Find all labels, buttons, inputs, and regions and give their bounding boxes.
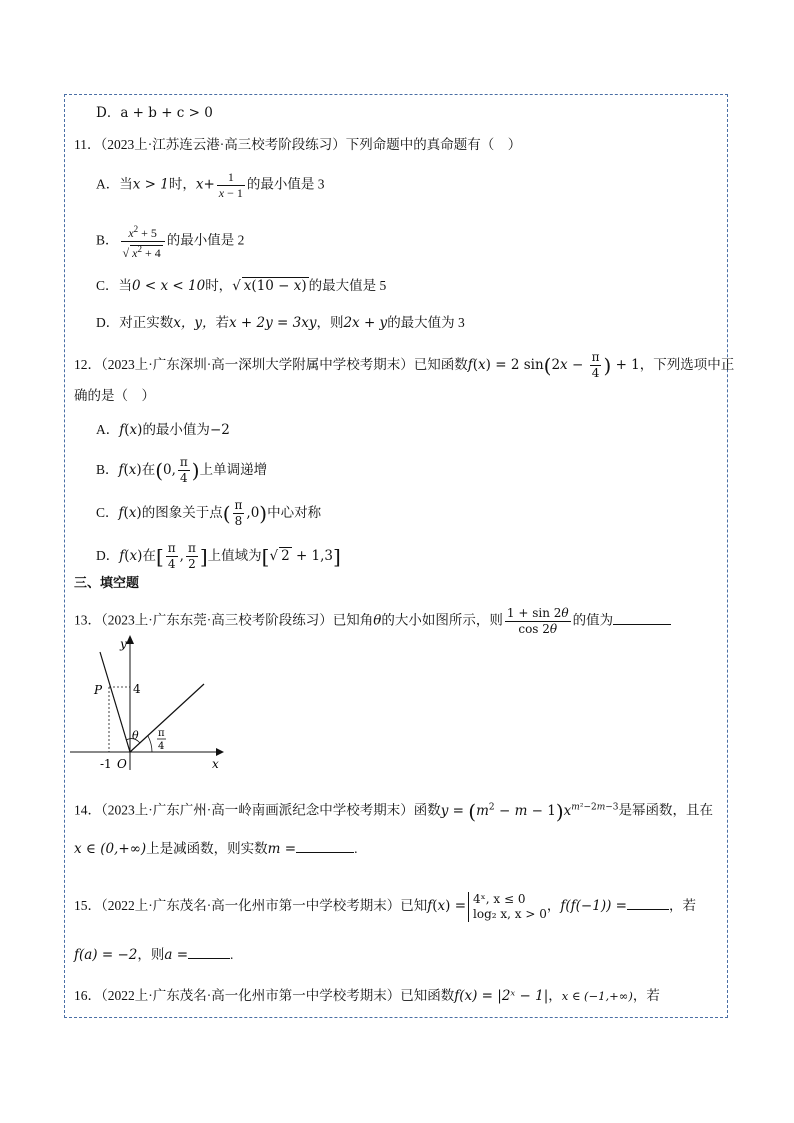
x-axis-arrow bbox=[216, 748, 224, 756]
ray-pi-over-4 bbox=[130, 684, 204, 752]
fraction: $\frac{x^2 + 5}{√ x^2 + 4}$ bbox=[121, 222, 165, 261]
q11-option-a: A．当x > 1时，x+ $\frac{1}{x - 1}$ 的最小值是 3 bbox=[96, 170, 325, 200]
q14-stem: 14．（2023上·广东广州·高一岭南画派纪念中学校考期末）函数$y = (m^2 - m - 1)x^{m^2-2m-3}$是幂函数，且在 bbox=[74, 799, 714, 823]
q15-source: （2022上·广东茂名·高一化州市第一中学校考期末） bbox=[101, 898, 401, 914]
q10-option-d: D．a + b + c > 0 bbox=[96, 105, 213, 121]
q11-option-d: D．对正实数x，y，若x + 2y = 3xy，则2x + y的最大值为 3 bbox=[96, 315, 465, 331]
interval: (0, $\frac{\pi}{4}$ ) bbox=[155, 455, 200, 485]
fraction: $\frac{1}{x - 1}$ bbox=[218, 170, 243, 200]
q12-option-a: A．f(x)的最小值为−2 bbox=[96, 422, 230, 438]
sqrt-expression: √ x(10 − x) bbox=[232, 278, 307, 294]
four-label: 4 bbox=[133, 682, 141, 696]
y-axis-arrow bbox=[126, 635, 134, 644]
piecewise-function: 4ˣ, x ≤ 0 log₂ x, x > 0 bbox=[468, 892, 547, 922]
point: ( $\frac{\pi}{8}$ ,0) bbox=[222, 498, 268, 528]
q11-source: （2023上·江苏连云港·高三校考阶段练习） bbox=[100, 137, 346, 152]
q14-line2: x ∈ (0,+∞)上是减函数，则实数m = . bbox=[74, 838, 357, 859]
fraction: $\frac{1 + \sin 2\theta}{\cos 2\theta}$ bbox=[506, 606, 569, 636]
q11-stem: 11．（2023上·江苏连云港·高三校考阶段练习）下列命题中的真命题有（ ） bbox=[74, 137, 522, 152]
angle-figure bbox=[68, 632, 228, 772]
y-label: y bbox=[120, 637, 127, 651]
q16-source: （2022上·广东茂名·高一化州市第一中学校考期末） bbox=[101, 988, 401, 1003]
pi-denominator-label: 4 bbox=[158, 741, 165, 752]
x-label: x bbox=[212, 757, 219, 771]
q12-source: （2023上·广东深圳·高一深圳大学附属中学校考期末） bbox=[101, 357, 414, 372]
theta-label: θ bbox=[132, 729, 139, 742]
section-title: 三、填空题 bbox=[74, 576, 140, 591]
point-p-label: P bbox=[94, 683, 103, 697]
q16-stem: 16．（2022上·广东茂名·高一化州市第一中学校考期末）已知函数f(x) = |2ˣ − 1|，x ∈ (−1,+∞)，若 bbox=[74, 988, 660, 1004]
q15-line2: f(a) = −2，则a = . bbox=[74, 944, 233, 965]
q13-source: （2023上·广东东莞·高三校考阶段练习） bbox=[101, 612, 333, 628]
q12-option-c: C．f(x)的图象关于点( $\frac{\pi}{8}$ ,0)中心对称 bbox=[96, 498, 322, 528]
q13-stem: 13．（2023上·广东东莞·高三校考阶段练习）已知角θ的大小如图所示，则 $\frac{1 + \sin 2\theta}{\cos 2\theta}$ 的值为 bbox=[74, 606, 671, 637]
q12-option-b: B．f(x)在(0, $\frac{\pi}{4}$ )上单调递增 bbox=[96, 455, 268, 485]
ray-op bbox=[100, 652, 130, 752]
minus-one-label: -1 bbox=[100, 757, 112, 771]
answer-blank bbox=[627, 895, 669, 910]
q12-stem-line2: 确的是（ ） bbox=[74, 388, 155, 403]
pi4-arc bbox=[148, 736, 152, 752]
interval: [ $\frac{\pi}{4}$ , $\frac{\pi}{2}$ ] bbox=[155, 541, 208, 571]
q15-stem: 15．（2022上·广东茂名·高一化州市第一中学校考期末）已知f(x) = 4ˣ, x ≤ 0 log₂ x, x > 0 ，f(f(−1)) = ，若 bbox=[74, 892, 696, 921]
origin-label: O bbox=[117, 757, 127, 771]
answer-blank bbox=[188, 944, 230, 959]
answer-blank bbox=[613, 610, 671, 625]
q12-option-d: D．f(x)在[ $\frac{\pi}{4}$ , $\frac{\pi}{2}$ ]上值域为[√ 2 + 1,3] bbox=[96, 541, 341, 571]
q11-option-b: B． $\frac{x^2 + 5}{√ x^2 + 4}$ 的最小值是 2 bbox=[96, 224, 245, 260]
q12-function: f(x) = 2 sin(2x − $\frac{\pi}{4}$ ) + 1 bbox=[467, 350, 640, 380]
pi-label: π bbox=[158, 728, 165, 739]
range-value: [√ 2 + 1,3] bbox=[261, 544, 341, 569]
q11-option-c: C．当0 < x < 10时，√ x(10 − x) 的最大值是 5 bbox=[96, 278, 387, 294]
q14-source: （2023上·广东广州·高一岭南画派纪念中学校考期末） bbox=[101, 802, 414, 818]
answer-blank bbox=[296, 838, 354, 853]
q14-function: $y = (m^2 - m - 1)x^{m^2-2m-3}$ bbox=[440, 799, 619, 823]
q12-stem: 12．（2023上·广东深圳·高一深圳大学附属中学校考期末）已知函数f(x) = 2 sin(2x − $\frac{\pi}{4}$ ) + 1，下列选项中正 bbox=[74, 350, 735, 380]
